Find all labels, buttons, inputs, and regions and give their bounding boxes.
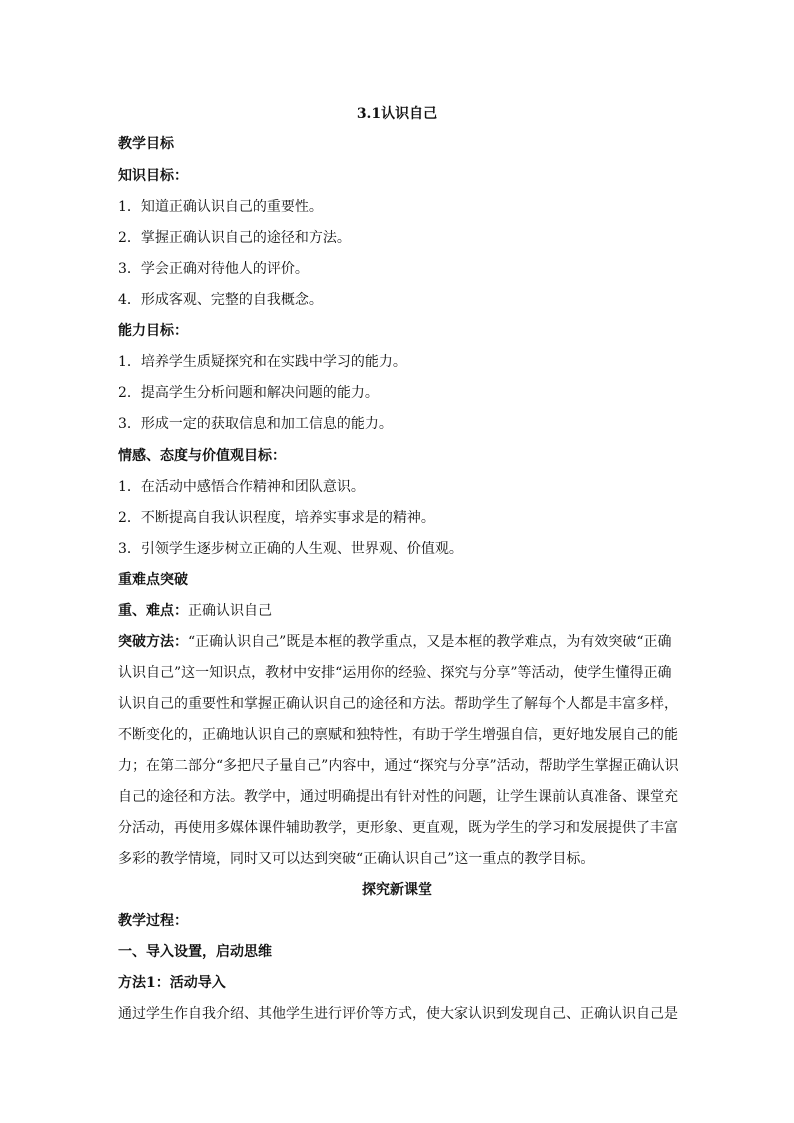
method-paragraph-line: 力；在第二部分“多把尺子量自己”内容中，通过“探究与分享”活动，帮助学生掌握正确认识 — [118, 758, 679, 774]
list-item: 2．不断提高自我认识程度，培养实事求是的精神。 — [118, 510, 435, 526]
knowledge-goals-heading: 知识目标： — [118, 168, 188, 184]
document-title: 3.1认识自己 — [356, 106, 438, 122]
emotion-goals-heading: 情感、态度与价值观目标： — [118, 448, 286, 464]
focus-label: 重、难点： — [118, 603, 188, 619]
list-item: 3．形成一定的获取信息和加工信息的能力。 — [118, 416, 393, 432]
section-heading-teaching-goals: 教学目标 — [118, 136, 174, 152]
list-item: 2．掌握正确认识自己的途径和方法。 — [118, 230, 351, 246]
method-paragraph-line: 分活动，再使用多媒体课件辅助教学，更形象、更直观，既为学生的学习和发展提供了丰富 — [118, 820, 678, 836]
intro-paragraph-line: 通过学生作自我介绍、其他学生进行评价等方式，使大家认识到发现自己、正确认识自己是 — [118, 1006, 678, 1022]
method-text: “正确认识自己”既是本框的教学重点，又是本框的教学难点，为有效突破“正确 — [188, 634, 672, 650]
focus-paragraph — [118, 601, 678, 621]
list-item: 3．学会正确对待他人的评价。 — [118, 261, 309, 277]
method-one-heading: 方法1：活动导入 — [118, 975, 226, 991]
method-paragraph-line — [118, 632, 678, 652]
list-item: 4．形成客观、完整的自我概念。 — [118, 292, 323, 308]
list-item: 3．引领学生逐步树立正确的人生观、世界观、价值观。 — [118, 541, 463, 557]
method-paragraph-line: 认识自己的重要性和掌握正确认识自己的途径和方法。帮助学生了解每个人都是丰富多样， — [118, 696, 678, 712]
method-paragraph-line: 多彩的教学情境，同时又可以达到突破“正确认识自己”这一重点的教学目标。 — [118, 851, 595, 867]
list-item: 1．知道正确认识自己的重要性。 — [118, 199, 323, 215]
ability-goals-heading: 能力目标： — [118, 323, 188, 339]
list-item: 2．提高学生分析问题和解决问题的能力。 — [118, 385, 379, 401]
focus-text: 正确认识自己 — [188, 603, 272, 619]
method-paragraph-line: 不断变化的，正确地认识自己的禀赋和独特性，有助于学生增强自信，更好地发展自己的能 — [118, 727, 678, 743]
process-heading: 教学过程： — [118, 913, 188, 929]
method-label: 突破方法： — [118, 634, 188, 650]
method-paragraph-line: 认识自己”这一知识点，教材中安排“运用你的经验、探究与分享”等活动，使学生懂得正确 — [118, 665, 672, 681]
section-one-heading: 一、导入设置，启动思维 — [118, 944, 272, 960]
list-item: 1．在活动中感悟合作精神和团队意识。 — [118, 479, 365, 495]
list-item: 1．培养学生质疑探究和在实践中学习的能力。 — [118, 354, 407, 370]
method-paragraph-line: 自己的途径和方法。教学中，通过明确提出有针对性的问题，让学生课前认真准备、课堂充 — [118, 789, 678, 805]
section-heading-key-points: 重难点突破 — [118, 572, 188, 588]
section-heading-new-class: 探究新课堂 — [362, 882, 432, 898]
